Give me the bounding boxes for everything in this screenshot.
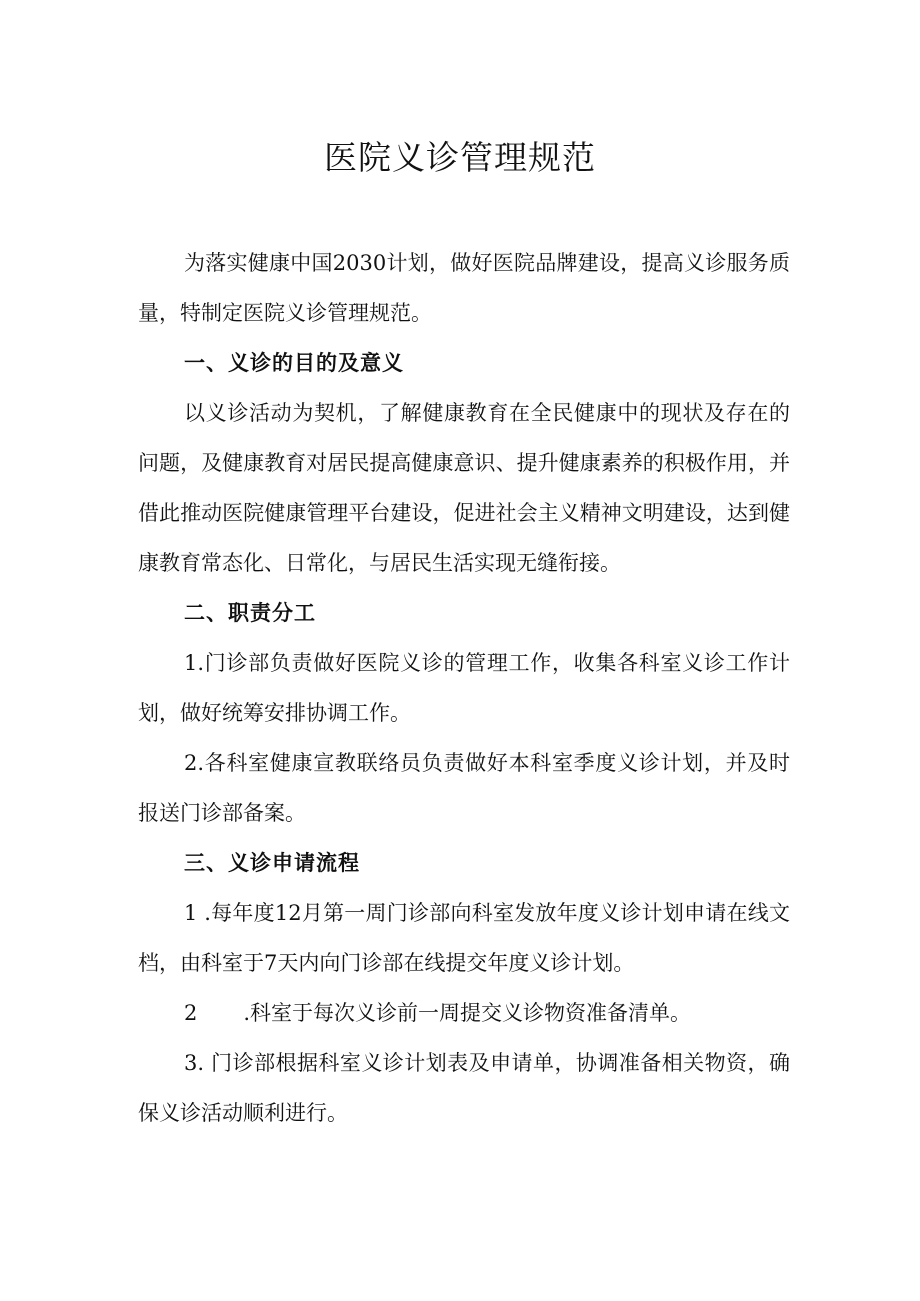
section-3-item-2-number: 2 <box>184 1001 198 1025</box>
section-1-paragraph: 以义诊活动为契机，了解健康教育在全民健康中的现状及存在的问题，及健康教育对居民提高健康意识、提升健康素养的积极作用，并借此推动医院健康管理平台建设，促进社会主义精神文明建设，达到健康教育常态化、日常化，与居民生活实现无缝衔接。 <box>138 401 790 575</box>
section-3-heading: 三、义诊申请流程 <box>184 851 360 875</box>
document-title: 医院义诊管理规范 <box>324 138 596 177</box>
section-3-item-2-text: .科室于每次义诊前一周提交义诊物资准备清单。 <box>243 1001 692 1025</box>
section-3-item-1: 1 .每年度12月第一周门诊部向科室发放年度义诊计划申请在线文档，由科室于7天内向门诊部在线提交年度义诊计划。 <box>138 901 790 975</box>
section-2-item-2: 2.各科室健康宣教联络员负责做好本科室季度义诊计划，并及时报送门诊部备案。 <box>138 751 790 825</box>
section-3-item-3: 3. 门诊部根据科室义诊计划表及申请单，协调准备相关物资，确保义诊活动顺利进行。 <box>138 1051 790 1125</box>
section-3-item-2 <box>138 988 790 1038</box>
section-2-heading: 二、职责分工 <box>184 601 316 625</box>
section-2-item-1: 1.门诊部负责做好医院义诊的管理工作，收集各科室义诊工作计划，做好统筹安排协调工作。 <box>138 651 790 725</box>
intro-paragraph: 为落实健康中国2030计划，做好医院品牌建设，提高义诊服务质量，特制定医院义诊管理规范。 <box>138 251 790 325</box>
section-1-heading: 一、义诊的目的及意义 <box>184 351 404 375</box>
document-body <box>138 238 790 1138</box>
